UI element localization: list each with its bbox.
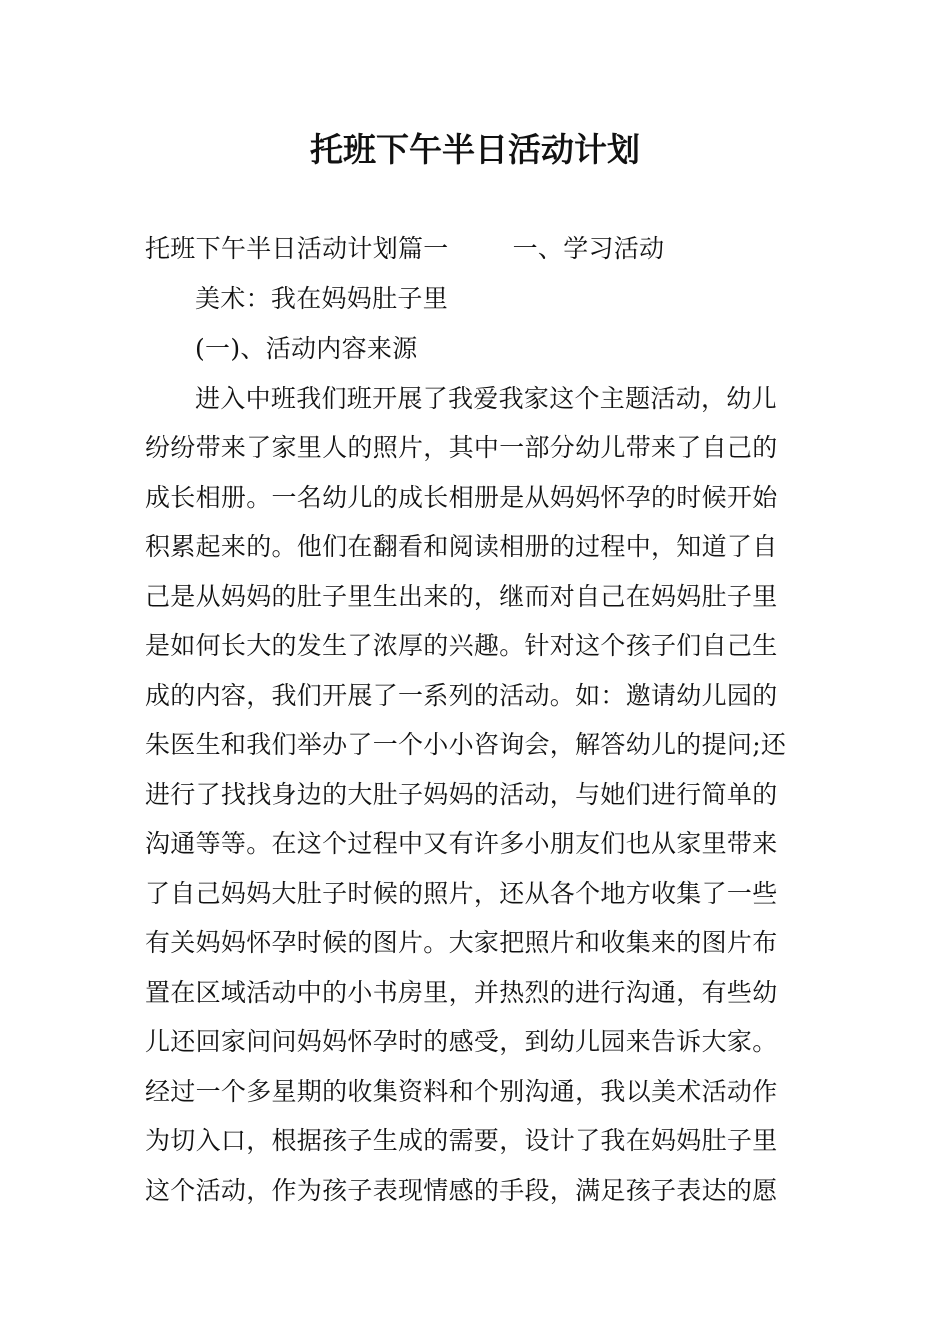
heading-right: 一、学习活动 — [512, 234, 665, 263]
paragraph-line: 了自己妈妈大肚子时候的照片，还从各个地方收集了一些 — [145, 879, 778, 908]
paragraph-line: 沟通等等。在这个过程中又有许多小朋友们也从家里带来 — [145, 829, 778, 858]
heading-left: 托班下午半日活动计划篇一 — [145, 234, 449, 263]
paragraph-line: 为切入口，根据孩子生成的需要，设计了我在妈妈肚子里 — [145, 1126, 778, 1155]
paragraph-line: 置在区域活动中的小书房里，并热烈的进行沟通，有些幼 — [145, 978, 778, 1007]
paragraph-line: 己是从妈妈的肚子里生出来的，继而对自己在妈妈肚子里 — [145, 582, 778, 611]
paragraph-line: 积累起来的。他们在翻看和阅读相册的过程中，知道了自 — [145, 532, 778, 561]
paragraph-line: 儿还回家问问妈妈怀孕时的感受，到幼儿园来告诉大家。 — [145, 1027, 778, 1056]
paragraph-line: 这个活动，作为孩子表现情感的手段，满足孩子表达的愿 — [145, 1176, 778, 1205]
art-line: 美术：我在妈妈肚子里 — [195, 284, 449, 313]
paragraph-line: 朱医生和我们举办了一个小小咨询会，解答幼儿的提问;还 — [145, 730, 787, 759]
heading-line — [145, 229, 664, 269]
paragraph-line: 进入中班我们班开展了我爱我家这个主题活动，幼儿 — [195, 384, 777, 413]
paragraph-line: 经过一个多星期的收集资料和个别沟通，我以美术活动作 — [145, 1077, 778, 1106]
paragraph-line: 成的内容，我们开展了一系列的活动。如：邀请幼儿园的 — [145, 681, 778, 710]
paragraph-line: 有关妈妈怀孕时候的图片。大家把照片和收集来的图片布 — [145, 928, 778, 957]
document-title: 托班下午半日活动计划 — [310, 130, 640, 169]
paragraph-line: 是如何长大的发生了浓厚的兴趣。针对这个孩子们自己生 — [145, 631, 778, 660]
paragraph-line: 成长相册。一名幼儿的成长相册是从妈妈怀孕的时候开始 — [145, 483, 778, 512]
section-line: (一)、活动内容来源 — [195, 334, 418, 363]
paragraph-line: 进行了找找身边的大肚子妈妈的活动，与她们进行简单的 — [145, 780, 778, 809]
paragraph-line: 纷纷带来了家里人的照片，其中一部分幼儿带来了自己的 — [145, 433, 778, 462]
